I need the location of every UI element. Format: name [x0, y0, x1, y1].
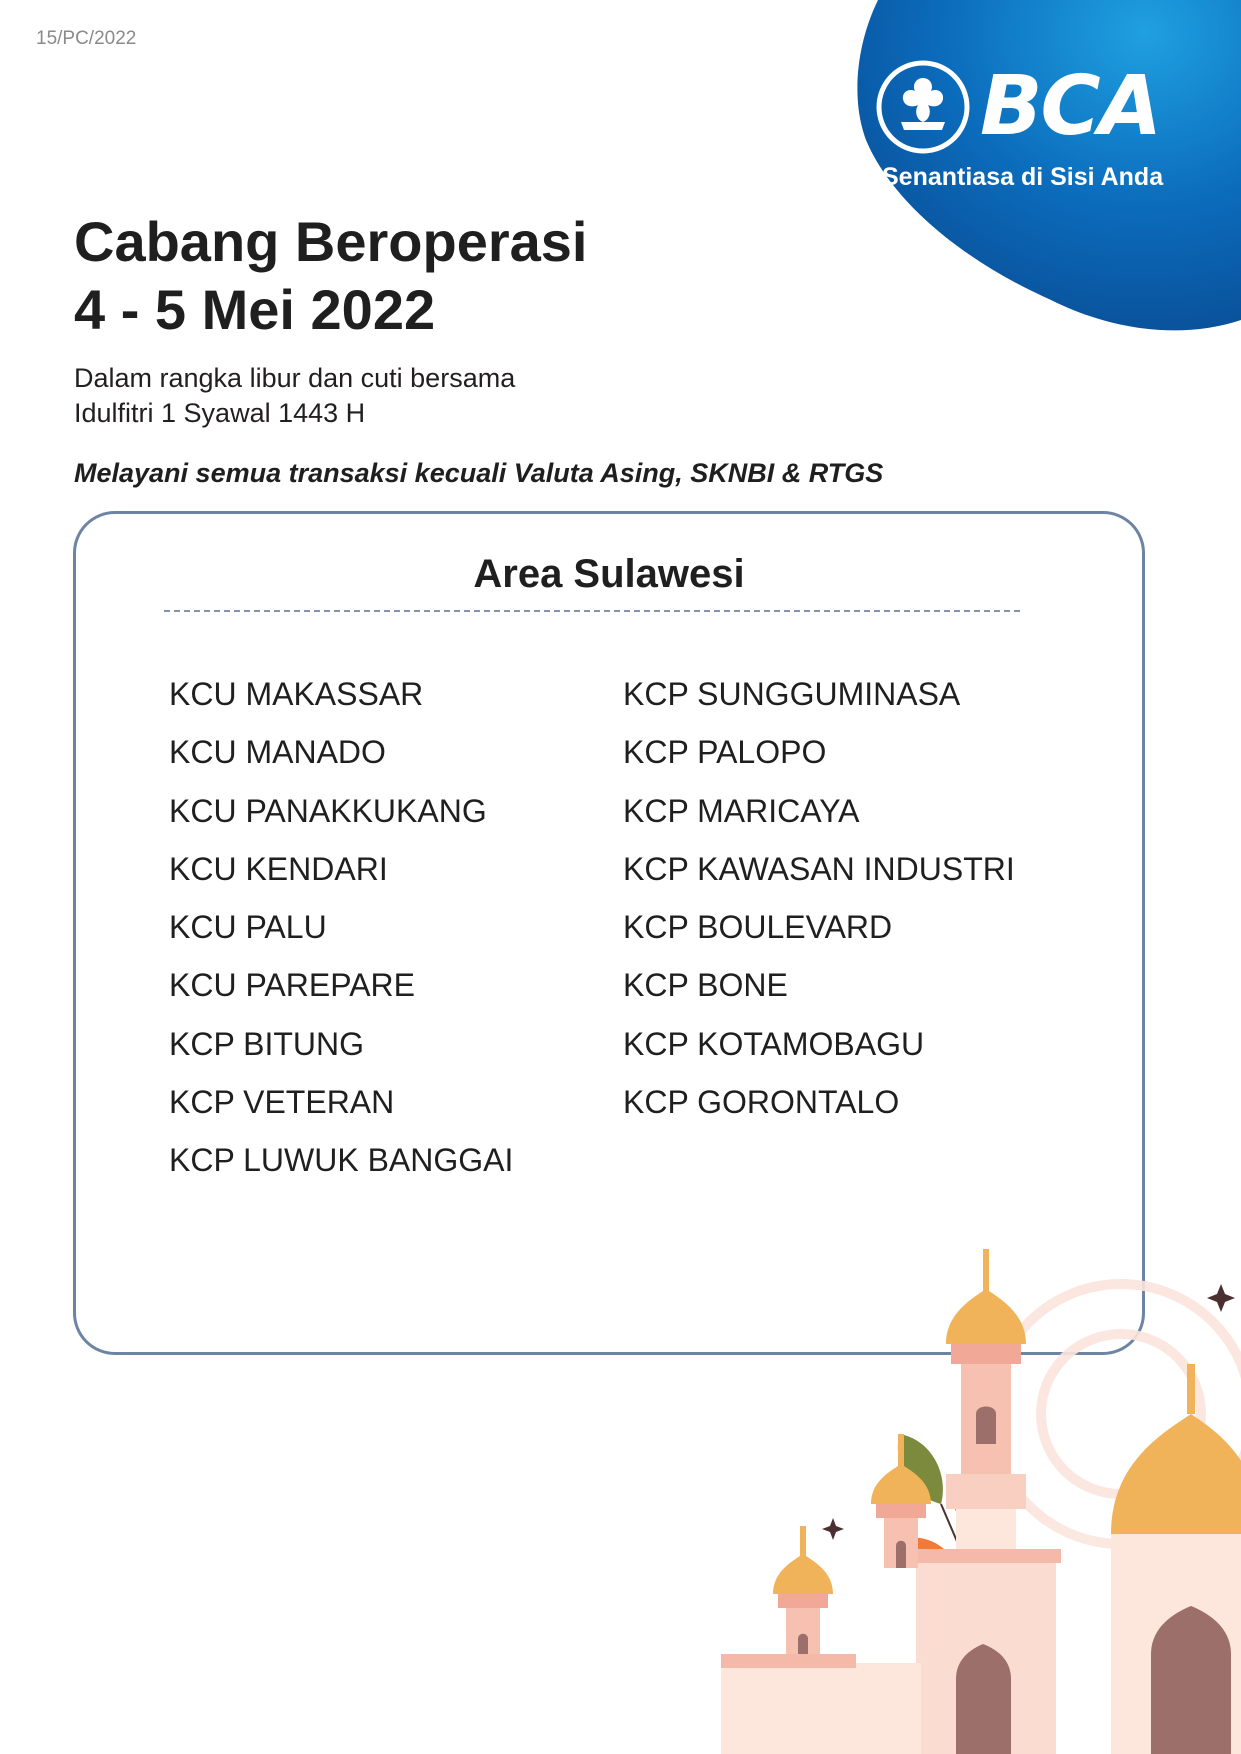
branch-item: KCP KOTAMOBAGU — [623, 1025, 925, 1062]
service-note: Melayani semua transaksi kecuali Valuta Asing, SKNBI & RTGS — [74, 458, 884, 488]
branch-item: KCP MARICAYA — [623, 792, 860, 829]
branch-item: KCU PALU — [169, 909, 327, 946]
subtitle-line-2: Idulfitri 1 Syawal 1443 H — [74, 398, 366, 428]
branch-item: KCU PAREPARE — [169, 967, 415, 1004]
title-line-2: 4 - 5 Mei 2022 — [74, 278, 436, 341]
branch-item: KCP SUNGGUMINASA — [623, 676, 961, 712]
branch-item: KCU MANADO — [169, 734, 386, 771]
branch-item: KCP KAWASAN INDUSTRI — [623, 850, 1015, 887]
page-title — [74, 208, 588, 344]
branch-item: KCP BITUNG — [169, 1025, 364, 1062]
branch-item: KCP BONE — [623, 967, 788, 1004]
branch-item: KCU PANAKKUKANG — [169, 792, 487, 829]
document-code: 15/PC/2022 — [36, 28, 137, 49]
bca-logo — [876, 60, 1176, 154]
branch-item: KCU MAKASSAR — [169, 676, 424, 712]
branch-item: KCP PALOPO — [623, 734, 827, 771]
dashed-divider — [164, 610, 1020, 612]
brand-tagline: Senantiasa di Sisi Anda — [882, 163, 1164, 191]
branch-item: KCP VETERAN — [169, 1084, 395, 1121]
area-card — [73, 511, 1145, 1355]
branch-list-left — [169, 674, 513, 1199]
branch-item: KCP GORONTALO — [623, 1084, 900, 1121]
branch-item: KCP LUWUK BANGGAI — [169, 1142, 514, 1179]
title-line-1: Cabang Beroperasi — [74, 210, 588, 273]
branch-list-right — [623, 674, 1015, 1140]
area-title: Area Sulawesi — [473, 552, 745, 596]
subtitle — [74, 361, 515, 431]
subtitle-line-1: Dalam rangka libur dan cuti bersama — [74, 363, 516, 393]
branch-item: KCU KENDARI — [169, 850, 388, 887]
mosque-illustration-icon — [721, 1234, 1241, 1754]
bca-wordmark: BCA — [980, 59, 1161, 154]
branch-item: KCP BOULEVARD — [623, 909, 893, 946]
bca-emblem-icon — [876, 60, 970, 154]
